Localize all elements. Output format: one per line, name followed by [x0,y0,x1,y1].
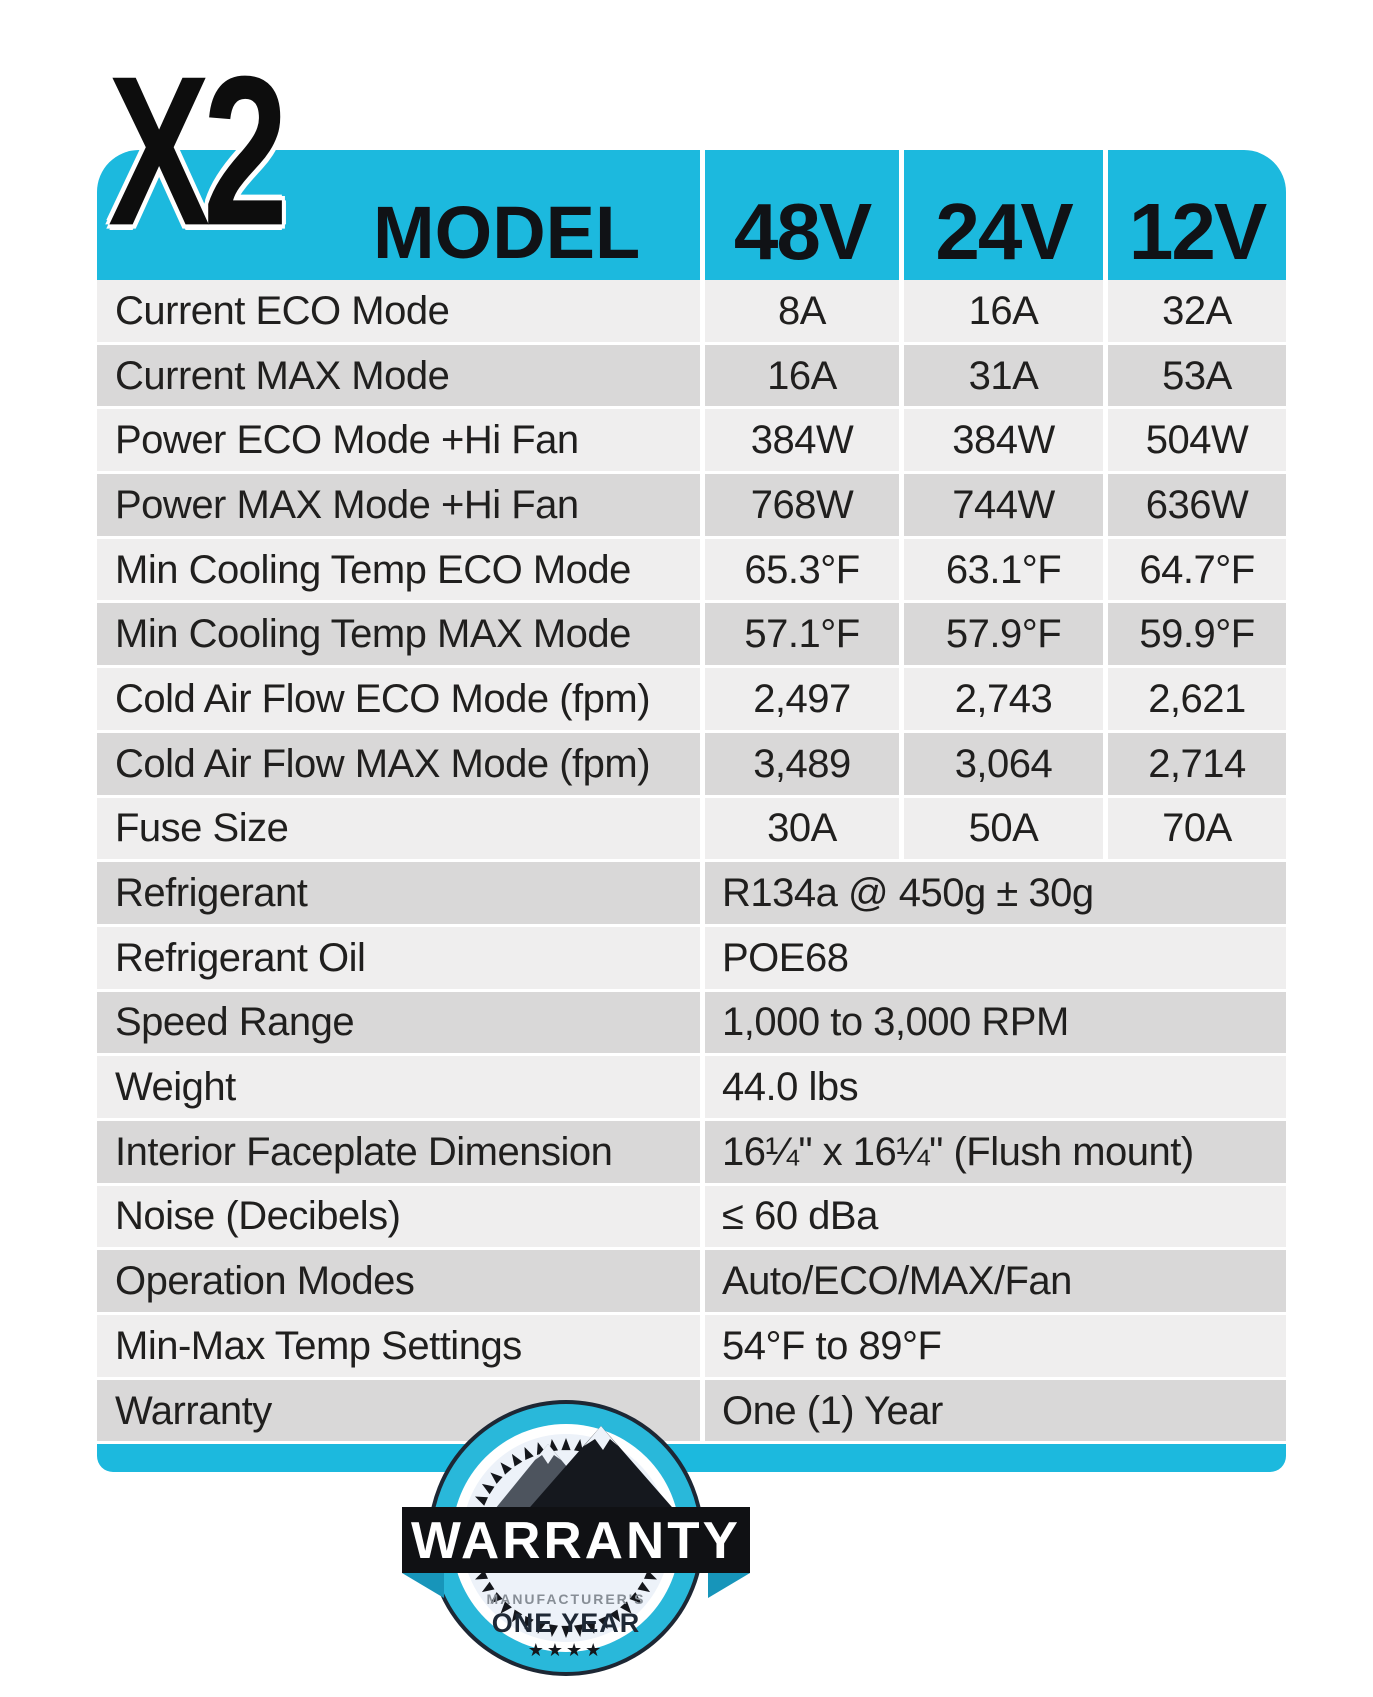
row-value-12v: 64.7°F [1103,539,1286,601]
row-label: Current ECO Mode [115,288,450,333]
row-value-48v: 768W [700,474,899,536]
table-row [97,280,1286,345]
row-value-24v: 3,064 [899,733,1103,795]
row-value: 1,000 to 3,000 RPM [700,992,1286,1054]
row-value-24v: 63.1°F [899,539,1103,601]
row-value: ≤ 60 dBa [700,1186,1286,1248]
row-value-24v: 16A [899,280,1103,342]
table-row [97,798,1286,863]
table-row [97,1186,1286,1251]
row-value-12v: 53A [1103,345,1286,407]
row-label: Refrigerant [115,871,308,916]
row-value: 44.0 lbs [700,1056,1286,1118]
row-value-48v: 65.3°F [700,539,899,601]
header-col-12v: 12V [1103,150,1286,280]
row-value-12v: 636W [1103,474,1286,536]
row-value: 16¼" x 16¼" (Flush mount) [700,1121,1286,1183]
x2-logo: X2 [108,31,281,270]
row-label: Min Cooling Temp MAX Mode [115,612,631,657]
table-row [97,345,1286,410]
row-value-12v: 2,621 [1103,668,1286,730]
table-row [97,927,1286,992]
row-label: Refrigerant Oil [115,935,366,980]
warranty-badge [396,1386,756,1697]
row-label: Noise (Decibels) [115,1194,401,1239]
banner-fold-left [402,1573,444,1598]
table-row [97,409,1286,474]
table-row [97,603,1286,668]
row-value-12v: 2,714 [1103,733,1286,795]
row-label: Fuse Size [115,806,289,851]
row-value: R134a @ 450g ± 30g [700,862,1286,924]
row-label: Warranty [115,1388,272,1433]
row-value-12v: 70A [1103,798,1286,860]
row-value-48v: 2,497 [700,668,899,730]
spec-table [97,150,1286,1472]
row-value-24v: 384W [899,409,1103,471]
row-label: Operation Modes [115,1259,415,1304]
row-value-48v: 8A [700,280,899,342]
row-label: Cold Air Flow MAX Mode (fpm) [115,741,651,786]
row-value: POE68 [700,927,1286,989]
table-row [97,1250,1286,1315]
warranty-banner-text: WARRANTY [411,1512,741,1570]
row-value-48v: 30A [700,798,899,860]
header-model-label: MODEL [373,191,641,274]
row-value: One (1) Year [700,1380,1286,1442]
row-value-48v: 384W [700,409,899,471]
badge-term: ONE YEAR [491,1608,641,1638]
row-value-12v: 504W [1103,409,1286,471]
row-label: Min-Max Temp Settings [115,1323,522,1368]
table-body [97,280,1286,1444]
row-label: Current MAX Mode [115,353,450,398]
header-col-48v: 48V [700,150,899,280]
row-value: 54°F to 89°F [700,1315,1286,1377]
row-value-48v: 3,489 [700,733,899,795]
table-row [97,1121,1286,1186]
row-value-12v: 59.9°F [1103,603,1286,665]
row-label: Interior Faceplate Dimension [115,1129,613,1174]
banner-fold-right [708,1573,750,1598]
row-label: Weight [115,1065,236,1110]
row-value-24v: 744W [899,474,1103,536]
table-row [97,539,1286,604]
row-label: Cold Air Flow ECO Mode (fpm) [115,676,651,721]
row-value: Auto/ECO/MAX/Fan [700,1250,1286,1312]
header-col-24v: 24V [899,150,1103,280]
row-value-48v: 16A [700,345,899,407]
row-value-24v: 2,743 [899,668,1103,730]
star-icons: ★★★★ [527,1640,605,1660]
row-label: Power ECO Mode +Hi Fan [115,418,579,463]
table-row [97,474,1286,539]
row-label: Speed Range [115,1000,355,1045]
row-value-48v: 57.1°F [700,603,899,665]
badge-subtitle: MANUFACTURER'S [486,1591,646,1607]
table-row [97,668,1286,733]
table-row [97,1056,1286,1121]
row-value-24v: 31A [899,345,1103,407]
row-label: Min Cooling Temp ECO Mode [115,547,631,592]
row-value-24v: 50A [899,798,1103,860]
table-row [97,862,1286,927]
row-value-24v: 57.9°F [899,603,1103,665]
table-row [97,733,1286,798]
row-label: Power MAX Mode +Hi Fan [115,482,579,527]
row-value-12v: 32A [1103,280,1286,342]
table-row [97,992,1286,1057]
table-row [97,1315,1286,1380]
